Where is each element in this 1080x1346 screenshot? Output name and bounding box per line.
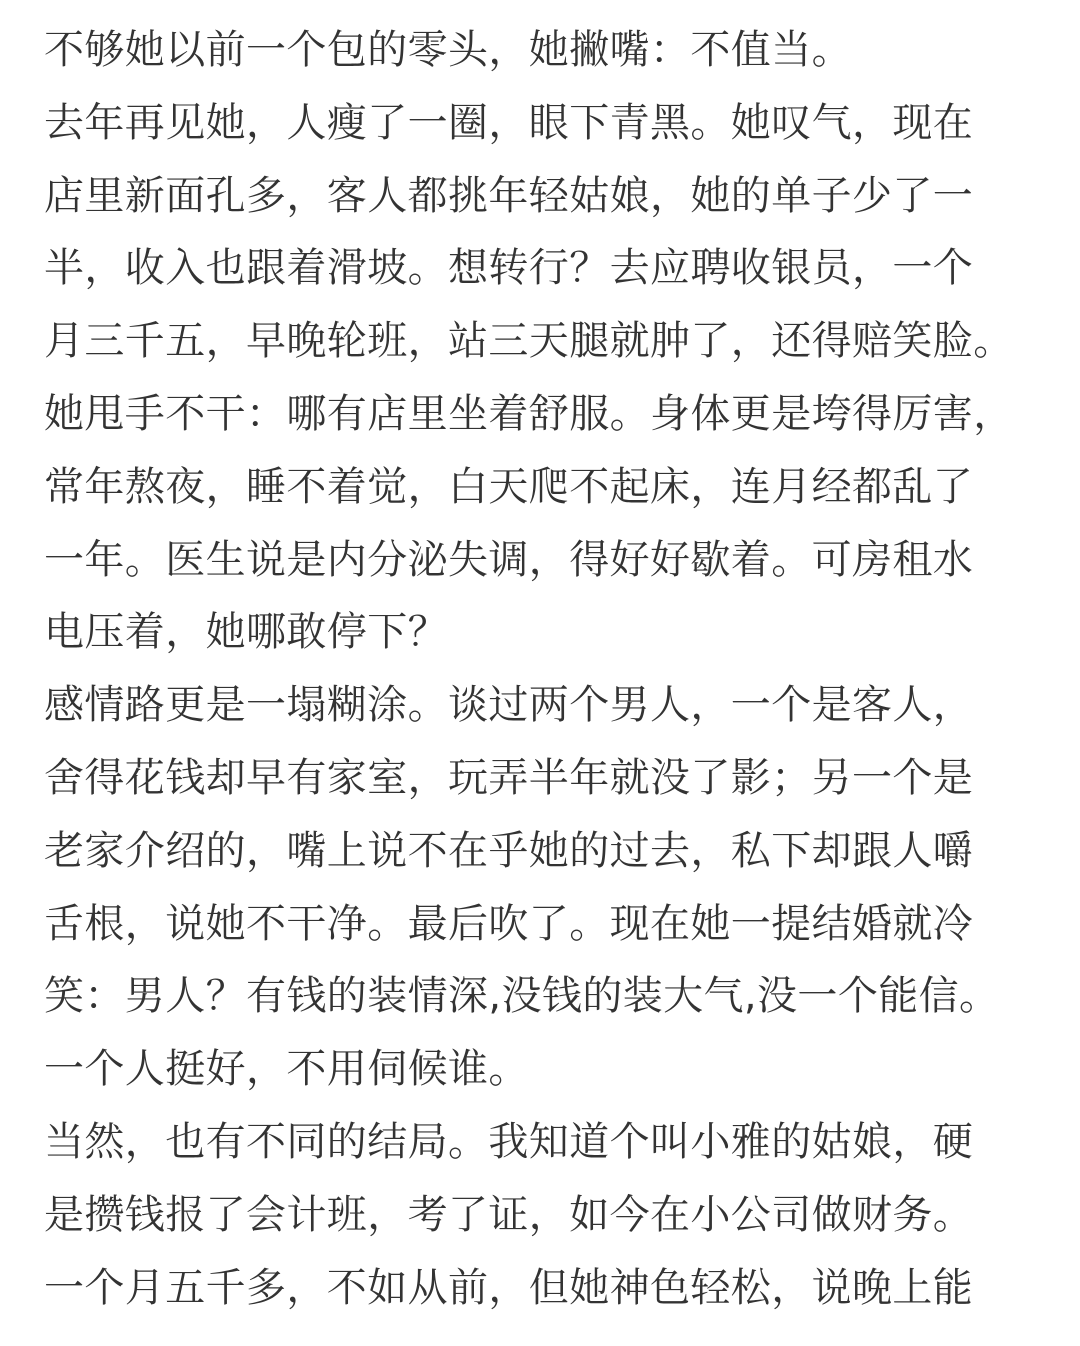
article-body [44,14,1044,1324]
text-line: 老家介绍的，嘴上说不在乎她的过去，私下却跟人嚼 [44,827,974,874]
text-line: 去年再见她，人瘦了一圈，眼下青黑。她叹气，现在 [44,99,974,146]
text-line: 一个人挺好，不用伺候谁。 [44,1046,529,1093]
text-line: 笑：男人？有钱的装情深,没钱的装大气,没一个能信。 [44,973,1000,1020]
text-line: 她甩手不干：哪有店里坐着舒服。身体更是垮得厉害， [44,390,1014,437]
text-line: 舍得花钱却早有家室，玩弄半年就没了影；另一个是 [44,754,974,801]
text-line: 当然，也有不同的结局。我知道个叫小雅的姑娘，硬 [44,1118,974,1165]
text-line: 是攒钱报了会计班，考了证，如今在小公司做财务。 [44,1191,974,1238]
text-line: 常年熬夜，睡不着觉，白天爬不起床，连月经都乱了 [44,463,974,510]
text-line: 不够她以前一个包的零头，她撇嘴：不值当。 [44,27,852,73]
text-line: 一个月五千多，不如从前，但她神色轻松，说晚上能 [44,1264,974,1311]
text-line: 舌根，说她不干净。最后吹了。现在她一提结婚就冷 [44,900,974,947]
text-line: 一年。医生说是内分泌失调，得好好歇着。可房租水 [44,536,974,583]
text-line: 店里新面孔多，客人都挑年轻姑娘，她的单子少了一 [44,172,974,219]
text-line: 月三千五，早晚轮班，站三天腿就肿了，还得赔笑脸。 [44,318,1014,365]
text-line: 感情路更是一塌糊涂。谈过两个男人，一个是客人， [44,682,974,729]
text-line: 电压着，她哪敢停下？ [44,609,448,656]
text-line: 半，收入也跟着滑坡。想转行？去应聘收银员，一个 [44,245,974,292]
